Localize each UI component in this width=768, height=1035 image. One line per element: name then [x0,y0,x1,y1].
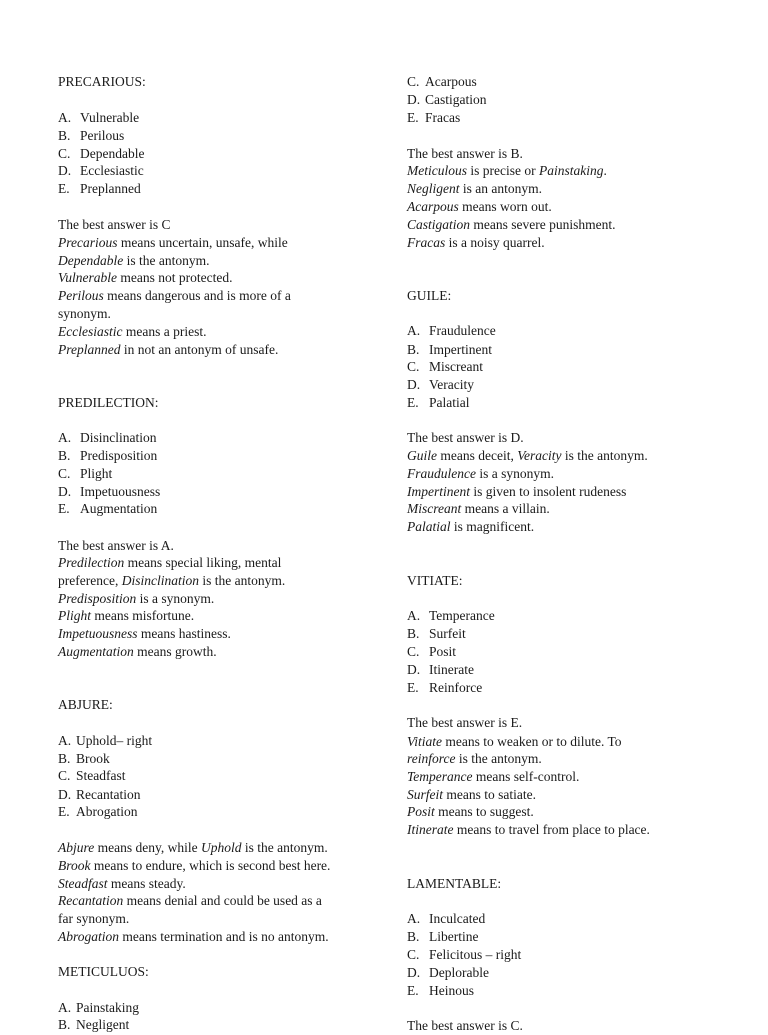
option-b: B. Surfeit [407,626,466,641]
answer-line: The best answer is C. [407,1018,523,1033]
explanation-line: Abrogation means termination and is no antonym. [58,929,329,944]
option-d: D. Castigation [407,92,487,107]
explanation-line: Fracas is a noisy quarrel. [407,235,545,250]
explanation-line: far synonym. [58,911,130,926]
option-b: B. Negligent [58,1017,130,1032]
option-a: A. Painstaking [58,1000,139,1015]
option-d: D. Veracity [407,377,474,392]
option-c: C. Miscreant [407,359,483,374]
option-a: A. Fraudulence [407,323,496,338]
option-a: A. Disinclination [58,430,157,445]
option-e: E. Reinforce [407,680,483,695]
explanation-line: Surfeit means to satiate. [407,787,536,802]
option-b: B. Perilous [58,128,125,143]
explanation-line: synonym. [58,306,111,321]
option-d: D. Deplorable [407,965,489,980]
option-d: D. Ecclesiastic [58,163,144,178]
option-a: A. Vulnerable [58,110,140,125]
explanation-line: Predilection means special liking, mental [58,555,282,570]
explanation-line: Dependable is the antonym. [58,253,210,268]
option-e: E. Heinous [407,983,474,998]
explanation-line: Miscreant means a villain. [407,501,550,516]
explanation-line: Palatial is magnificent. [407,519,535,534]
option-c: C. Felicitous – right [407,947,522,962]
question-heading: LAMENTABLE: [407,876,502,891]
explanation-line: Impertinent is given to insolent rudeness [407,484,627,499]
explanation-line: Guile means deceit, Veracity is the antonym. [407,448,648,463]
explanation-line: preference, Disinclination is the antonym. [58,573,286,588]
question-heading: VITIATE: [407,573,463,588]
explanation-line: Ecclesiastic means a priest. [58,324,207,339]
explanation-line: Preplanned in not an antonym of unsafe. [58,342,279,357]
answer-line: The best answer is D. [407,430,524,445]
explanation-line: Fraudulence is a synonym. [407,466,554,481]
explanation-line: Castigation means severe punishment. [407,217,616,232]
option-b: B. Predisposition [58,448,158,463]
explanation-line: Vitiate means to weaken or to dilute. To [407,734,622,749]
answer-line: The best answer is C [58,217,171,232]
option-c: C. Acarpous [407,74,477,89]
option-d: D. Itinerate [407,662,474,677]
explanation-line: Brook means to endure, which is second best here. [58,858,331,873]
explanation-line: Augmentation means growth. [58,644,217,659]
option-e: E. Fracas [407,110,461,125]
option-d: D. Recantation [58,787,141,802]
explanation-line: reinforce is the antonym. [407,751,542,766]
question-heading: PRECARIOUS: [58,74,146,89]
question-heading: ABJURE: [58,697,113,712]
explanation-line: Precarious means uncertain, unsafe, while [58,235,288,250]
explanation-line: Steadfast means steady. [58,876,186,891]
option-a: A. Inculcated [407,911,486,926]
explanation-line: Itinerate means to travel from place to place. [407,822,650,837]
option-c: C. Posit [407,644,457,659]
option-e: E. Abrogation [58,804,138,819]
option-c: C. Dependable [58,146,145,161]
option-b: B. Impertinent [407,342,492,357]
explanation-line: Abjure means deny, while Uphold is the antonym. [58,840,328,855]
option-b: B. Libertine [407,929,479,944]
option-c: C. Plight [58,466,113,481]
answer-line: The best answer is E. [407,715,523,730]
explanation-line: Meticulous is precise or Painstaking. [407,163,607,178]
question-heading: GUILE: [407,288,452,303]
explanation-line: Posit means to suggest. [407,804,534,819]
explanation-line: Negligent is an antonym. [407,181,542,196]
explanation-line: Acarpous means worn out. [407,199,552,214]
option-b: B. Brook [58,751,110,766]
explanation-line: Recantation means denial and could be used as a [58,893,322,908]
option-e: E. Preplanned [58,181,141,196]
question-heading: METICULUOS: [58,964,149,979]
option-a: A. Temperance [407,608,495,623]
option-c: C. Steadfast [58,768,126,783]
explanation-line: Plight means misfortune. [58,608,195,623]
option-e: E. Augmentation [58,501,158,516]
explanation-line: Predisposition is a synonym. [58,591,215,606]
explanation-line: Vulnerable means not protected. [58,270,233,285]
question-heading: PREDILECTION: [58,395,159,410]
option-a: A. Uphold– right [58,733,153,748]
option-d: D. Impetuousness [58,484,161,499]
option-e: E. Palatial [407,395,470,410]
answer-line: The best answer is A. [58,538,174,553]
explanation-line: Temperance means self-control. [407,769,580,784]
answer-line: The best answer is B. [407,146,523,161]
explanation-line: Perilous means dangerous and is more of a [58,288,291,303]
explanation-line: Impetuousness means hastiness. [58,626,231,641]
